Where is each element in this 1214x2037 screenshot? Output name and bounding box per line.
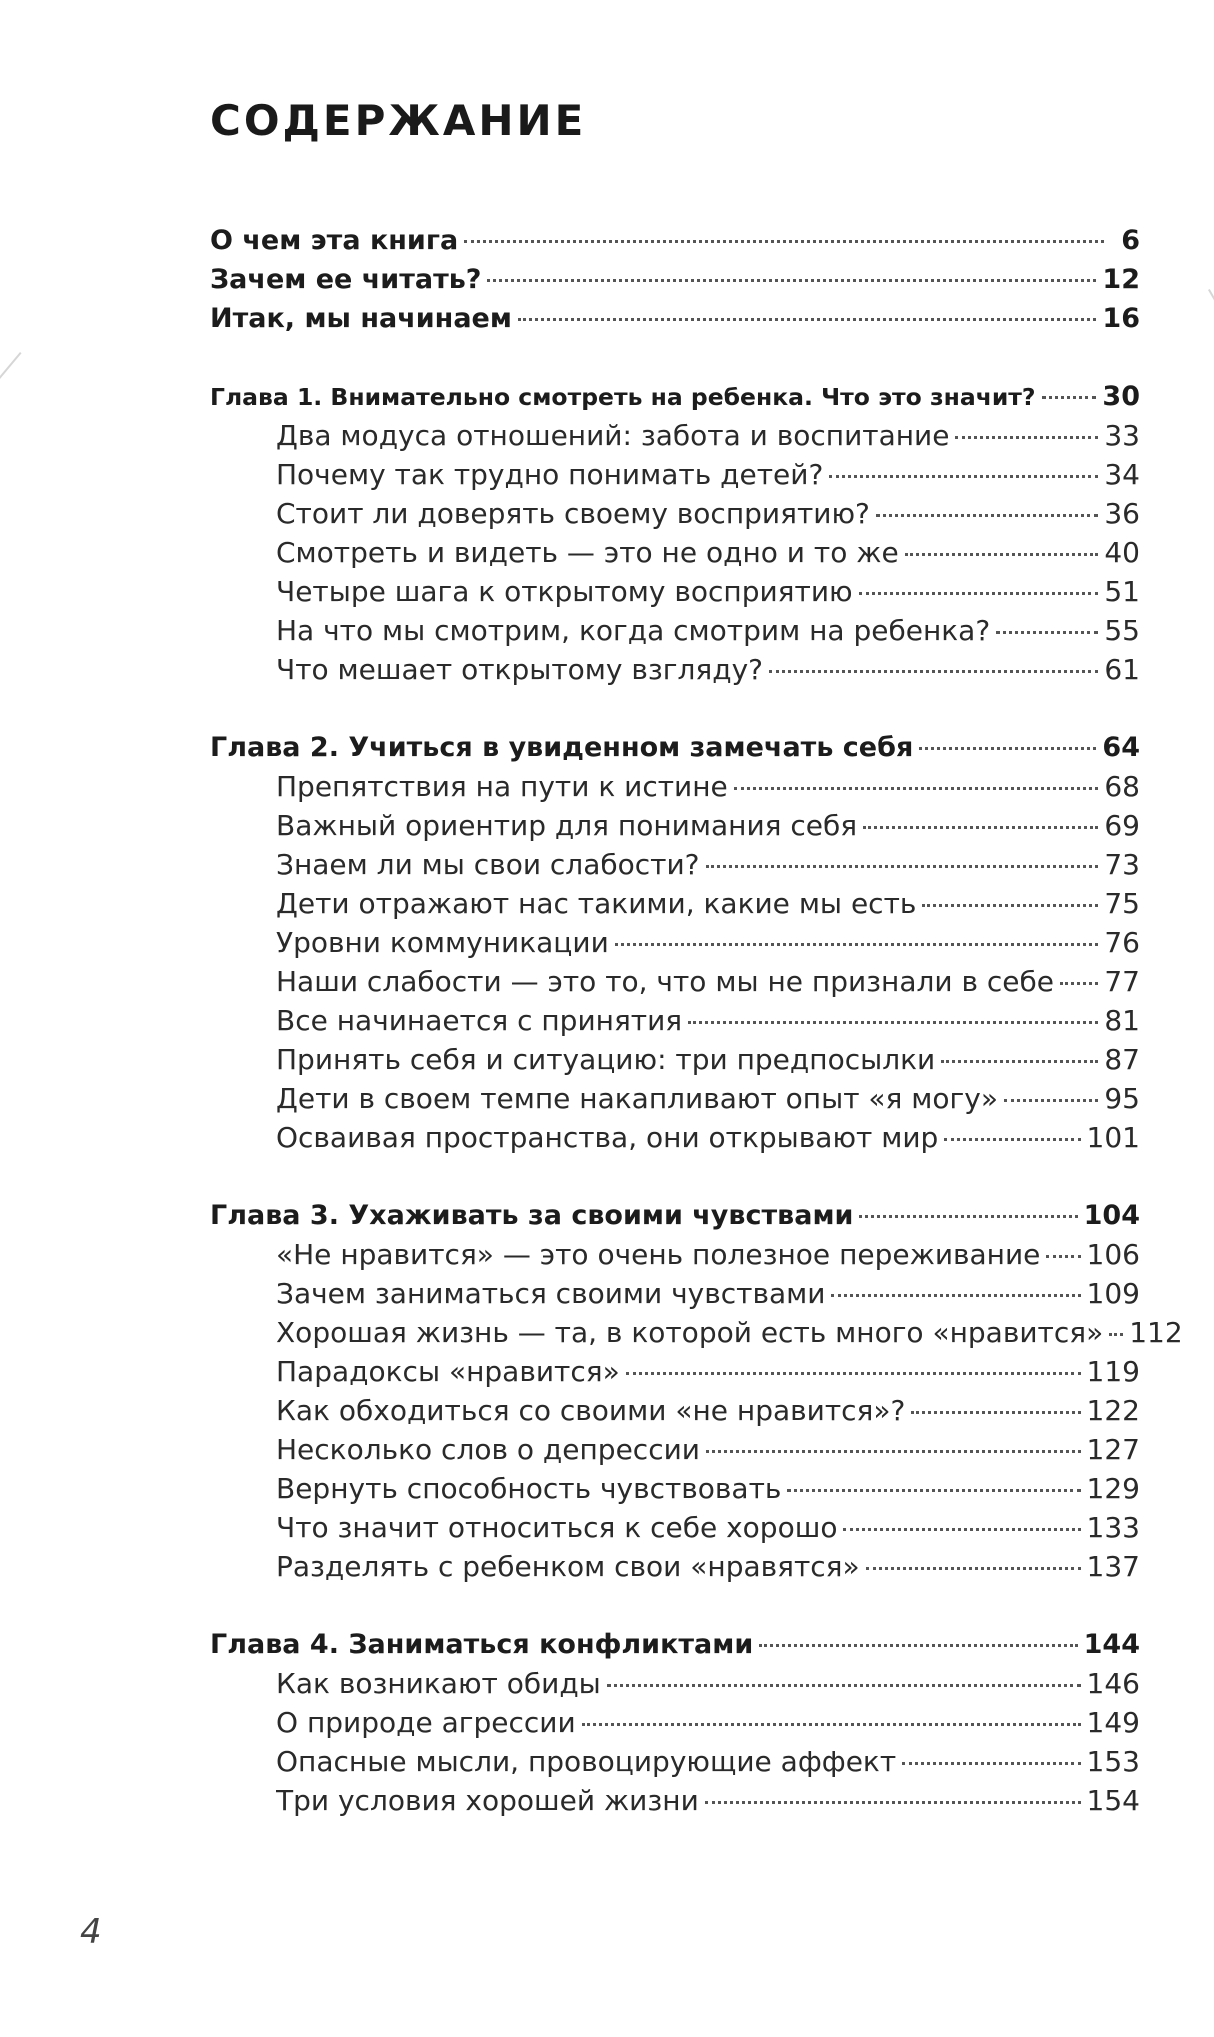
dot-leader xyxy=(582,1723,1081,1726)
entry-title: Четыре шага к открытому восприятию xyxy=(276,575,853,608)
toc-subsection-entry xyxy=(210,1274,1140,1313)
entry-page-number: 129 xyxy=(1086,1472,1140,1505)
toc-subsection-entry xyxy=(210,572,1140,611)
entry-title: О чем эта книга xyxy=(210,225,459,256)
toc-subsection-entry xyxy=(210,1742,1140,1781)
toc-section xyxy=(210,1196,1183,1586)
entry-page-number: 61 xyxy=(1104,653,1140,686)
entry-title: Что мешает открытому взгляду? xyxy=(276,653,764,686)
entry-page-number: 6 xyxy=(1121,225,1140,256)
entry-page-number: 77 xyxy=(1104,965,1140,998)
toc-subsection-entry xyxy=(210,1235,1140,1274)
toc-subsection-entry xyxy=(210,1781,1140,1820)
entry-page-number: 64 xyxy=(1102,732,1140,763)
toc-subsection-entry xyxy=(210,1703,1140,1742)
toc-subsection-entry xyxy=(210,1664,1140,1703)
dot-leader xyxy=(866,1567,1081,1570)
entry-title: Смотреть и видеть — это не одно и то же xyxy=(276,536,899,569)
dot-leader xyxy=(706,865,1099,868)
toc-subsection-entry xyxy=(210,1547,1140,1586)
entry-page-number: 122 xyxy=(1086,1394,1140,1427)
dot-leader xyxy=(911,1411,1080,1414)
entry-page-number: 81 xyxy=(1104,1004,1140,1037)
entry-title: «Не нравится» — это очень полезное переживание xyxy=(276,1238,1041,1271)
entry-page-number: 109 xyxy=(1086,1277,1140,1310)
entry-page-number: 146 xyxy=(1086,1667,1140,1700)
toc-subsection-entry xyxy=(210,650,1140,689)
toc-subsection-entry xyxy=(210,1352,1140,1391)
dot-leader xyxy=(626,1372,1081,1375)
page-title: СОДЕРЖАНИЕ xyxy=(210,96,587,145)
dot-leader xyxy=(944,1138,1080,1141)
entry-page-number: 75 xyxy=(1104,887,1140,920)
dot-leader xyxy=(863,826,1098,829)
toc-subsection-entry xyxy=(210,416,1140,455)
entry-title: Уровни коммуникации xyxy=(276,926,609,959)
entry-title: Два модуса отношений: забота и воспитание xyxy=(276,419,950,452)
toc-chapter-entry xyxy=(210,299,1140,338)
toc-chapter-entry xyxy=(210,221,1140,260)
dot-leader xyxy=(487,279,1096,282)
entry-title: Знаем ли мы свои слабости? xyxy=(276,848,700,881)
entry-page-number: 104 xyxy=(1083,1200,1140,1231)
toc-subsection-entry xyxy=(210,611,1140,650)
toc-subsection-entry xyxy=(210,533,1140,572)
entry-page-number: 95 xyxy=(1104,1082,1140,1115)
toc-list xyxy=(210,221,1183,1859)
dot-leader xyxy=(464,240,1104,243)
entry-title: Стоит ли доверять своему восприятию? xyxy=(276,497,870,530)
entry-page-number: 16 xyxy=(1102,303,1140,334)
toc-subsection-entry xyxy=(210,455,1140,494)
entry-title: Наши слабости — это то, что мы не признали в себе xyxy=(276,965,1055,998)
entry-page-number: 127 xyxy=(1086,1433,1140,1466)
entry-page-number: 112 xyxy=(1129,1316,1183,1349)
entry-title: О природе агрессии xyxy=(276,1706,576,1739)
dot-leader xyxy=(843,1528,1080,1531)
toc-subsection-entry xyxy=(210,1040,1140,1079)
toc-subsection-entry xyxy=(210,494,1140,533)
entry-page-number: 33 xyxy=(1104,419,1140,452)
entry-title: Как обходиться со своими «не нравится»? xyxy=(276,1394,906,1427)
entry-title: Глава 3. Ухаживать за своими чувствами xyxy=(210,1200,854,1231)
dot-leader xyxy=(759,1644,1077,1647)
entry-title: Глава 4. Заниматься конфликтами xyxy=(210,1629,754,1660)
entry-title: Разделять с ребенком свои «нравятся» xyxy=(276,1550,860,1583)
toc-subsection-entry xyxy=(210,884,1140,923)
toc-subsection-entry xyxy=(210,806,1140,845)
entry-page-number: 51 xyxy=(1104,575,1140,608)
entry-title: Дети отражают нас такими, какие мы есть xyxy=(276,887,917,920)
dot-leader xyxy=(922,904,1098,907)
entry-page-number: 34 xyxy=(1104,458,1140,491)
dot-leader xyxy=(859,1215,1077,1218)
dot-leader xyxy=(706,1450,1081,1453)
toc-section xyxy=(210,728,1140,1157)
entry-page-number: 119 xyxy=(1086,1355,1140,1388)
entry-title: Все начинается с принятия xyxy=(276,1004,683,1037)
toc-subsection-entry xyxy=(210,1079,1140,1118)
toc-subsection-entry xyxy=(210,1469,1140,1508)
dot-leader xyxy=(734,787,1099,790)
dot-leader xyxy=(787,1489,1080,1492)
entry-page-number: 76 xyxy=(1104,926,1140,959)
toc-subsection-entry xyxy=(210,1001,1140,1040)
entry-title: Вернуть способность чувствовать xyxy=(276,1472,782,1505)
dot-leader xyxy=(518,318,1097,321)
dot-leader xyxy=(859,592,1099,595)
dot-leader xyxy=(1046,1255,1080,1258)
entry-page-number: 137 xyxy=(1086,1550,1140,1583)
entry-title: Парадоксы «нравится» xyxy=(276,1355,620,1388)
dot-leader xyxy=(831,1294,1080,1297)
toc-subsection-entry xyxy=(210,1391,1140,1430)
dot-leader xyxy=(905,553,1099,556)
paper-scratch-mark xyxy=(0,352,22,399)
entry-page-number: 149 xyxy=(1086,1706,1140,1739)
entry-title: Зачем ее читать? xyxy=(210,264,482,295)
entry-page-number: 55 xyxy=(1104,614,1140,647)
dot-leader xyxy=(996,631,1098,634)
toc-subsection-entry xyxy=(210,845,1140,884)
entry-title: Что значит относиться к себе хорошо xyxy=(276,1511,838,1544)
entry-title: Глава 2. Учиться в увиденном замечать себя xyxy=(210,732,914,763)
entry-title: Опасные мысли, провоцирующие аффект xyxy=(276,1745,897,1778)
entry-title: Итак, мы начинаем xyxy=(210,303,512,334)
entry-title: Глава 1. Внимательно смотреть на ребенка. Что это значит? xyxy=(210,383,1036,411)
dot-leader xyxy=(902,1762,1080,1765)
toc-subsection-entry xyxy=(210,1313,1183,1352)
entry-page-number: 133 xyxy=(1086,1511,1140,1544)
entry-title: Как возникают обиды xyxy=(276,1667,601,1700)
toc-subsection-entry xyxy=(210,1118,1140,1157)
entry-page-number: 153 xyxy=(1086,1745,1140,1778)
page-number: 4 xyxy=(80,1912,102,1952)
toc-section xyxy=(210,377,1140,689)
entry-page-number: 69 xyxy=(1104,809,1140,842)
dot-leader xyxy=(615,943,1099,946)
dot-leader xyxy=(705,1801,1081,1804)
toc-section xyxy=(210,221,1140,338)
dot-leader xyxy=(941,1060,1098,1063)
paper-scratch-mark xyxy=(1208,289,1214,316)
entry-title: Хорошая жизнь — та, в которой есть много «нравится» xyxy=(276,1316,1104,1349)
entry-title: Препятствия на пути к истине xyxy=(276,770,728,803)
dot-leader xyxy=(688,1021,1098,1024)
entry-page-number: 154 xyxy=(1086,1784,1140,1817)
toc-chapter-entry xyxy=(210,728,1140,767)
entry-page-number: 101 xyxy=(1086,1121,1140,1154)
dot-leader xyxy=(876,514,1098,517)
toc-chapter-entry xyxy=(210,1196,1140,1235)
dot-leader xyxy=(1042,396,1097,399)
entry-title: На что мы смотрим, когда смотрим на ребенка? xyxy=(276,614,991,647)
entry-page-number: 30 xyxy=(1102,381,1140,412)
entry-page-number: 40 xyxy=(1104,536,1140,569)
toc-subsection-entry xyxy=(210,962,1140,1001)
dot-leader xyxy=(919,747,1096,750)
entry-page-number: 36 xyxy=(1104,497,1140,530)
toc-chapter-entry xyxy=(210,1625,1140,1664)
toc-subsection-entry xyxy=(210,1508,1140,1547)
dot-leader xyxy=(769,670,1098,673)
toc-subsection-entry xyxy=(210,767,1140,806)
toc-subsection-entry xyxy=(210,1430,1140,1469)
entry-page-number: 87 xyxy=(1104,1043,1140,1076)
toc-section xyxy=(210,1625,1140,1820)
entry-title: Несколько слов о депрессии xyxy=(276,1433,700,1466)
entry-title: Дети в своем темпе накапливают опыт «я могу» xyxy=(276,1082,998,1115)
entry-title: Принять себя и ситуацию: три предпосылки xyxy=(276,1043,936,1076)
toc-chapter-entry xyxy=(210,260,1140,299)
entry-page-number: 144 xyxy=(1083,1629,1140,1660)
entry-title: Зачем заниматься своими чувствами xyxy=(276,1277,826,1310)
dot-leader xyxy=(607,1684,1081,1687)
toc-subsection-entry xyxy=(210,923,1140,962)
entry-title: Почему так трудно понимать детей? xyxy=(276,458,824,491)
entry-page-number: 73 xyxy=(1104,848,1140,881)
dot-leader xyxy=(1109,1333,1123,1336)
toc-chapter-entry xyxy=(210,377,1140,416)
dot-leader xyxy=(1004,1099,1098,1102)
dot-leader xyxy=(829,475,1098,478)
entry-title: Важный ориентир для понимания себя xyxy=(276,809,858,842)
dot-leader xyxy=(955,436,1098,439)
entry-page-number: 12 xyxy=(1102,264,1140,295)
entry-title: Осваивая пространства, они открывают мир xyxy=(276,1121,939,1154)
entry-title: Три условия хорошей жизни xyxy=(276,1784,699,1817)
entry-page-number: 68 xyxy=(1104,770,1140,803)
entry-page-number: 106 xyxy=(1086,1238,1140,1271)
dot-leader xyxy=(1060,982,1098,985)
